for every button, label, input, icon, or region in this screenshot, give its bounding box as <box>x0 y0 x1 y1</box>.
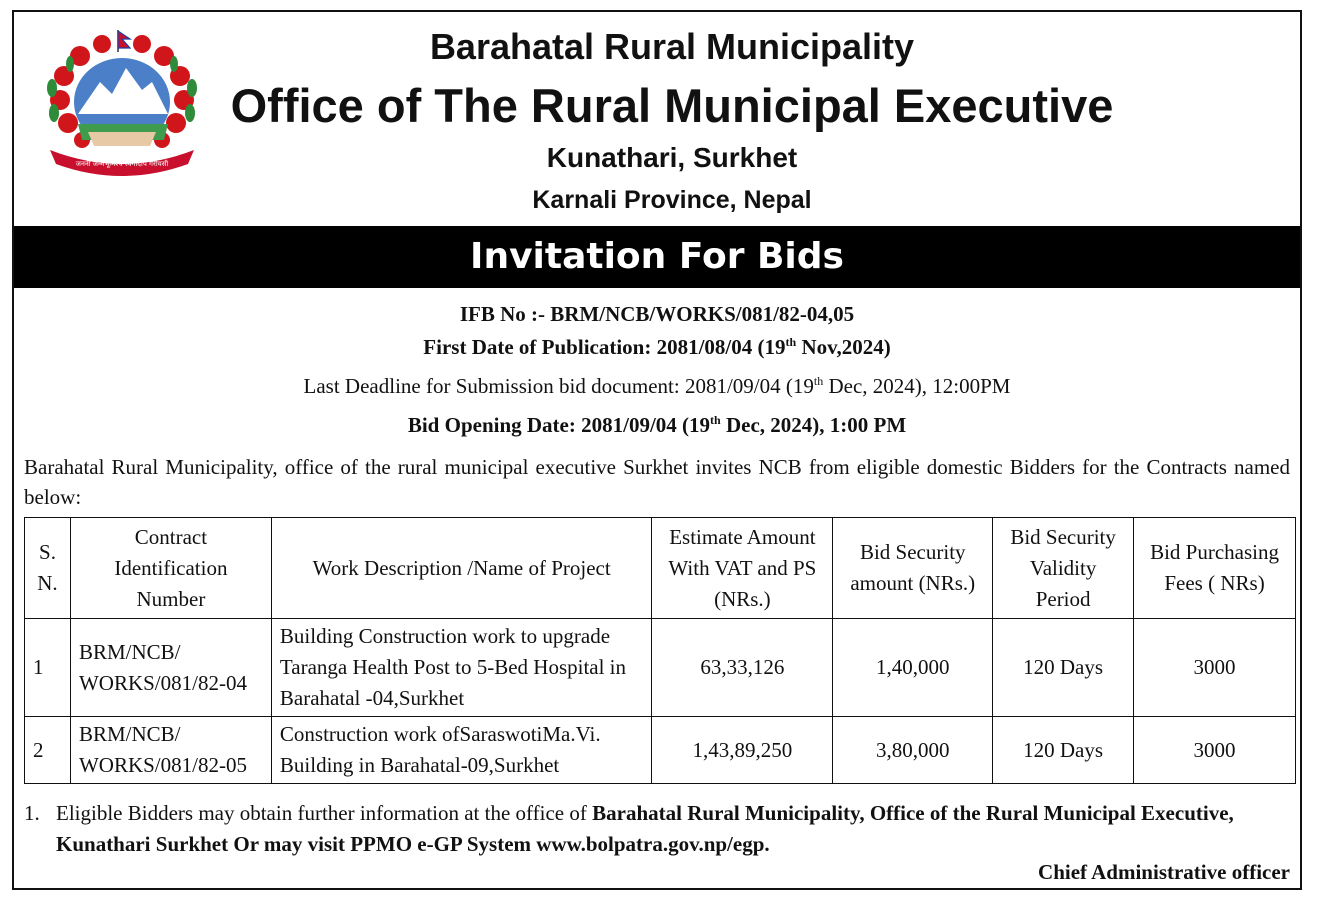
table-row <box>25 717 1296 784</box>
note-text: Eligible Bidders may obtain further information at the office of <box>56 801 593 825</box>
office-name: Office of The Rural Municipal Executive <box>230 79 1114 132</box>
header-contract-id: Contract Identification Number <box>70 518 271 619</box>
header-bid-security: Bid Security amount (NRs.) <box>833 518 993 619</box>
notice-frame <box>12 10 1302 890</box>
table-row <box>25 619 1296 717</box>
notice-title-banner: Invitation For Bids <box>14 226 1300 288</box>
note-number: 1. <box>24 801 40 825</box>
cell-validity: 120 Days <box>993 717 1134 784</box>
province-name: Karnali Province, Nepal <box>532 186 812 214</box>
cell-fees: 3000 <box>1134 619 1296 717</box>
contracts-table <box>24 517 1296 784</box>
information-note <box>24 798 1290 860</box>
cell-estimate-amount: 1,43,89,250 <box>652 717 833 784</box>
submission-deadline: Last Deadline for Submission bid document: 2081/09/04 (19th Dec, 2024), 12:00PM <box>303 374 1011 398</box>
header-validity: Bid Security Validity Period <box>993 518 1134 619</box>
cell-fees: 3000 <box>1134 717 1296 784</box>
office-location: Kunathari, Surkhet <box>546 142 798 173</box>
header-sn: S. N. <box>25 518 71 619</box>
cell-bid-security: 3,80,000 <box>833 717 993 784</box>
ifb-number: IFB No :- BRM/NCB/WORKS/081/82-04,05 <box>459 302 855 326</box>
cell-validity: 120 Days <box>993 619 1134 717</box>
cell-contract-id: BRM/NCB/ WORKS/081/82-04 <box>70 619 271 717</box>
emblem-motto: जननी जन्मभूमिश्च स्वर्गादपि गरीयसी <box>75 160 169 168</box>
cell-sn: 2 <box>25 717 71 784</box>
signature-title: Chief Administrative officer <box>1038 860 1290 884</box>
letterhead <box>14 12 1300 224</box>
cell-work-description: Construction work ofSaraswotiMa.Vi. Building in Barahatal-09,Surkhet <box>271 717 652 784</box>
cell-bid-security: 1,40,000 <box>833 619 993 717</box>
publication-date: First Date of Publication: 2081/08/04 (19th Nov,2024) <box>423 335 891 359</box>
bid-opening-date: Bid Opening Date: 2081/09/04 (19th Dec, 2024), 1:00 PM <box>407 413 907 437</box>
cell-work-description: Building Construction work to upgrade Taranga Health Post to 5-Bed Hospital in Barahatal -04,Surkhet <box>271 619 652 717</box>
cell-sn: 1 <box>25 619 71 717</box>
municipality-name: Barahatal Rural Municipality <box>429 26 915 67</box>
table-header-row <box>25 518 1296 619</box>
header-fees: Bid Purchasing Fees ( NRs) <box>1134 518 1296 619</box>
invitation-paragraph: Barahatal Rural Municipality, office of the rural municipal executive Surkhet invites NCB from eligible domestic Bidders for the Contracts named below: <box>24 455 1290 509</box>
header-work-description: Work Description /Name of Project <box>271 518 652 619</box>
cell-estimate-amount: 63,33,126 <box>652 619 833 717</box>
header-estimate-amount: Estimate Amount With VAT and PS (NRs.) <box>652 518 833 619</box>
cell-contract-id: BRM/NCB/ WORKS/081/82-05 <box>70 717 271 784</box>
note-office-and-website: Barahatal Rural Municipality, Office of the Rural Municipal Executive, Kunathari Surkhet Or may visit PPMO e-GP System www.bolpatra.gov.np/egp. <box>56 801 1234 856</box>
